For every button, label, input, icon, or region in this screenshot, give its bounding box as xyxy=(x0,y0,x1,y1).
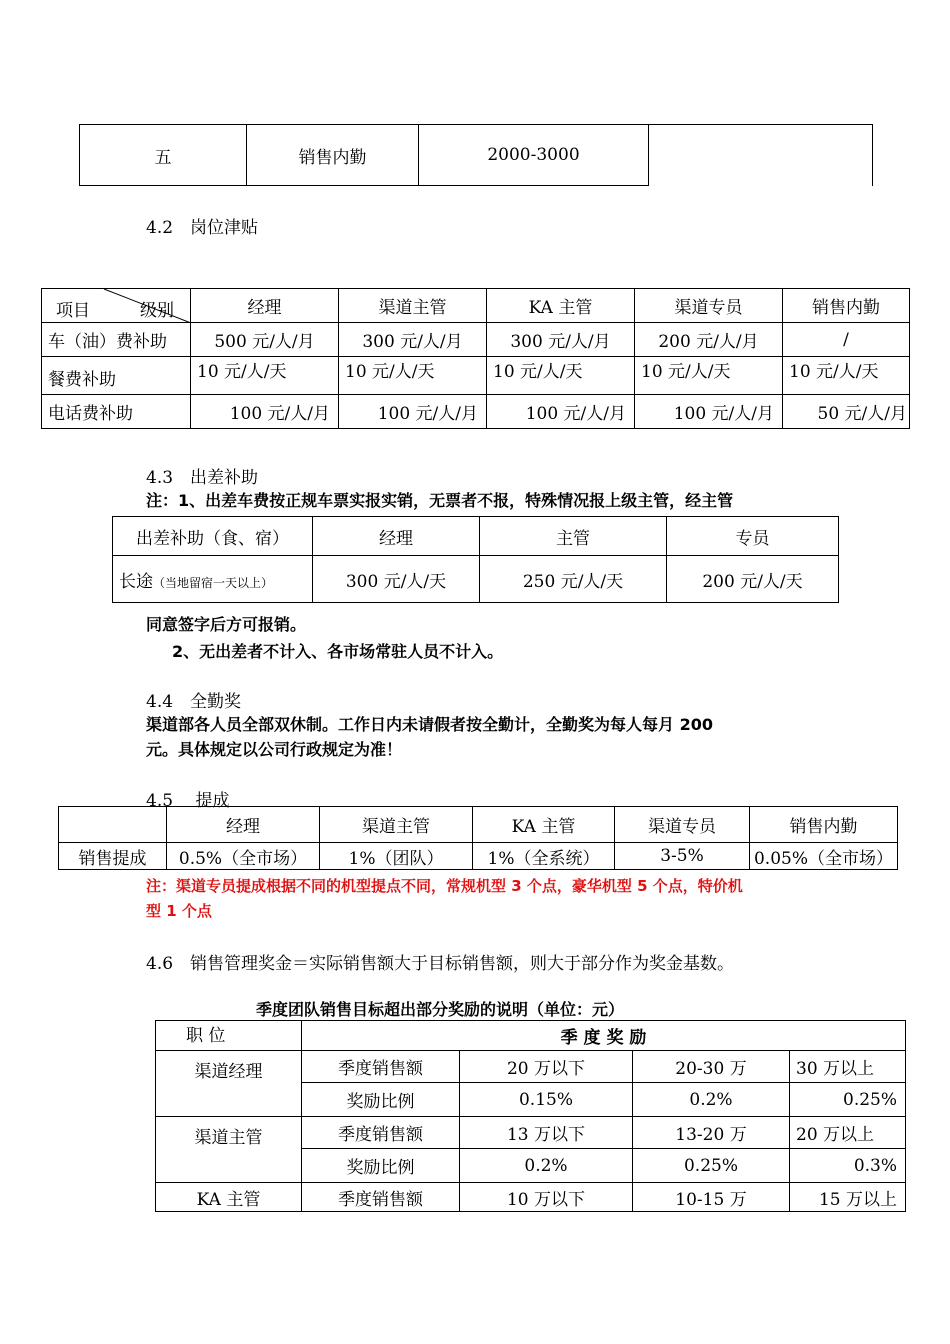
commission-cell: 3-5% xyxy=(615,843,750,870)
bonus-cell: 0.2% xyxy=(460,1149,633,1183)
commission-header: 渠道专员 xyxy=(615,807,750,843)
commission-note-2: 型 1 个点 xyxy=(146,902,212,920)
travel-table xyxy=(112,516,839,603)
commission-row-label: 销售提成 xyxy=(59,843,167,870)
bonus-cell: 10 万以下 xyxy=(460,1183,633,1212)
bonus-cell: 15 万以上 xyxy=(790,1183,906,1212)
allowance-cell: 50 元/人/月 xyxy=(783,395,910,429)
allowance-col-header: 渠道主管 xyxy=(339,289,487,323)
bonus-header-quarterly: 季 度 奖 励 xyxy=(302,1021,906,1051)
commission-note-1: 注：渠道专员提成根据不同的机型提点不同，常规机型 3 个点，豪华机型 5 个点，特价机 xyxy=(146,877,743,895)
travel-note-2: 2、无出差者不计入、各市场常驻人员不计入。 xyxy=(172,642,504,661)
section-4-6-heading: 4.6 销售管理奖金＝实际销售额大于目标销售额，则大于部分作为奖金基数。 xyxy=(146,954,735,974)
bonus-metric: 奖励比例 xyxy=(302,1083,460,1117)
bonus-cell: 20 万以下 xyxy=(460,1051,633,1083)
allowance-row-label: 电话费补助 xyxy=(42,395,191,429)
allowance-col-header: KA 主管 xyxy=(487,289,635,323)
bonus-cell: 0.25% xyxy=(790,1083,906,1117)
bonus-table xyxy=(155,1020,906,1212)
bonus-role: 渠道主管 xyxy=(156,1117,302,1183)
travel-header: 出差补助（食、宿） xyxy=(113,517,313,556)
bonus-cell: 0.25% xyxy=(633,1149,790,1183)
travel-row-label-main: 长途 xyxy=(119,571,153,592)
commission-cell: 0.5%（全市场） xyxy=(167,843,320,870)
allowance-cell: 10 元/人/天 xyxy=(487,357,635,395)
top-cell-empty xyxy=(649,125,873,186)
allowance-cell: 10 元/人/天 xyxy=(783,357,910,395)
bonus-metric: 奖励比例 xyxy=(302,1149,460,1183)
travel-header: 经理 xyxy=(313,517,480,556)
allowance-col-header: 渠道专员 xyxy=(635,289,783,323)
bonus-metric: 季度销售额 xyxy=(302,1183,460,1212)
commission-cell: 0.05%（全市场） xyxy=(750,843,898,870)
allowance-header-diagonal xyxy=(42,289,191,323)
attendance-text-1: 渠道部各人员全部双休制。工作日内未请假者按全勤计，全勤奖为每人每月 200 xyxy=(146,715,713,734)
travel-cell: 300 元/人/天 xyxy=(313,556,480,603)
allowance-cell: 100 元/人/月 xyxy=(487,395,635,429)
bonus-cell: 0.2% xyxy=(633,1083,790,1117)
travel-row-label xyxy=(113,556,313,603)
bonus-metric: 季度销售额 xyxy=(302,1051,460,1083)
allowance-cell: 300 元/人/月 xyxy=(339,323,487,357)
travel-note: 注：1、出差车费按正规车票实报实销，无票者不报，特殊情况报上级主管，经主管 xyxy=(146,491,734,510)
travel-cell: 250 元/人/天 xyxy=(480,556,667,603)
allowance-cell: 10 元/人/天 xyxy=(635,357,783,395)
commission-cell: 1%（团队） xyxy=(320,843,473,870)
allowance-cell: 100 元/人/月 xyxy=(339,395,487,429)
allowance-cell: 10 元/人/天 xyxy=(191,357,339,395)
allowance-table xyxy=(41,288,910,429)
commission-header: 渠道主管 xyxy=(320,807,473,843)
attendance-text-2: 元。具体规定以公司行政规定为准！ xyxy=(146,740,403,759)
section-4-2-heading: 4.2 岗位津贴 xyxy=(146,218,259,238)
bonus-cell: 10-15 万 xyxy=(633,1183,790,1212)
commission-header: KA 主管 xyxy=(473,807,615,843)
travel-note-continued: 同意签字后方可报销。 xyxy=(146,615,307,634)
travel-row-label-note: （当地留宿一天以上） xyxy=(153,575,274,590)
section-4-5-heading: 4.5 提成 xyxy=(146,791,230,811)
bonus-cell: 0.15% xyxy=(460,1083,633,1117)
header-level-label: 级别 xyxy=(140,301,174,321)
section-4-3-heading: 4.3 出差补助 xyxy=(146,468,259,488)
allowance-cell: 100 元/人/月 xyxy=(635,395,783,429)
bonus-cell: 13-20 万 xyxy=(633,1117,790,1149)
bonus-table-title: 季度团队销售目标超出部分奖励的说明（单位：元） xyxy=(256,1000,625,1019)
allowance-col-header: 销售内勤 xyxy=(783,289,910,323)
allowance-cell: 300 元/人/月 xyxy=(487,323,635,357)
top-cell-salary: 2000-3000 xyxy=(419,125,649,186)
allowance-col-header: 经理 xyxy=(191,289,339,323)
top-table xyxy=(79,124,873,186)
travel-header: 专员 xyxy=(667,517,839,556)
allowance-cell: 200 元/人/月 xyxy=(635,323,783,357)
commission-cell: 1%（全系统） xyxy=(473,843,615,870)
bonus-cell: 20-30 万 xyxy=(633,1051,790,1083)
commission-header: 经理 xyxy=(167,807,320,843)
top-cell-role: 销售内勤 xyxy=(247,125,419,186)
commission-header: 销售内勤 xyxy=(750,807,898,843)
allowance-cell: 500 元/人/月 xyxy=(191,323,339,357)
header-item-label: 项目 xyxy=(56,301,90,321)
section-4-4-heading: 4.4 全勤奖 xyxy=(146,692,242,712)
bonus-metric: 季度销售额 xyxy=(302,1117,460,1149)
travel-header: 主管 xyxy=(480,517,667,556)
bonus-role: KA 主管 xyxy=(156,1183,302,1212)
commission-table xyxy=(58,806,898,870)
top-cell-rank: 五 xyxy=(80,125,247,186)
commission-header xyxy=(59,807,167,843)
bonus-header-position: 职 位 xyxy=(156,1021,302,1051)
allowance-cell: 100 元/人/月 xyxy=(191,395,339,429)
allowance-cell: / xyxy=(783,323,910,357)
bonus-cell: 30 万以上 xyxy=(790,1051,906,1083)
allowance-row-label: 车（油）费补助 xyxy=(42,323,191,357)
travel-cell: 200 元/人/天 xyxy=(667,556,839,603)
bonus-cell: 20 万以上 xyxy=(790,1117,906,1149)
allowance-row-label: 餐费补助 xyxy=(42,357,191,395)
bonus-cell: 0.3% xyxy=(790,1149,906,1183)
bonus-cell: 13 万以下 xyxy=(460,1117,633,1149)
bonus-role: 渠道经理 xyxy=(156,1051,302,1117)
allowance-cell: 10 元/人/天 xyxy=(339,357,487,395)
